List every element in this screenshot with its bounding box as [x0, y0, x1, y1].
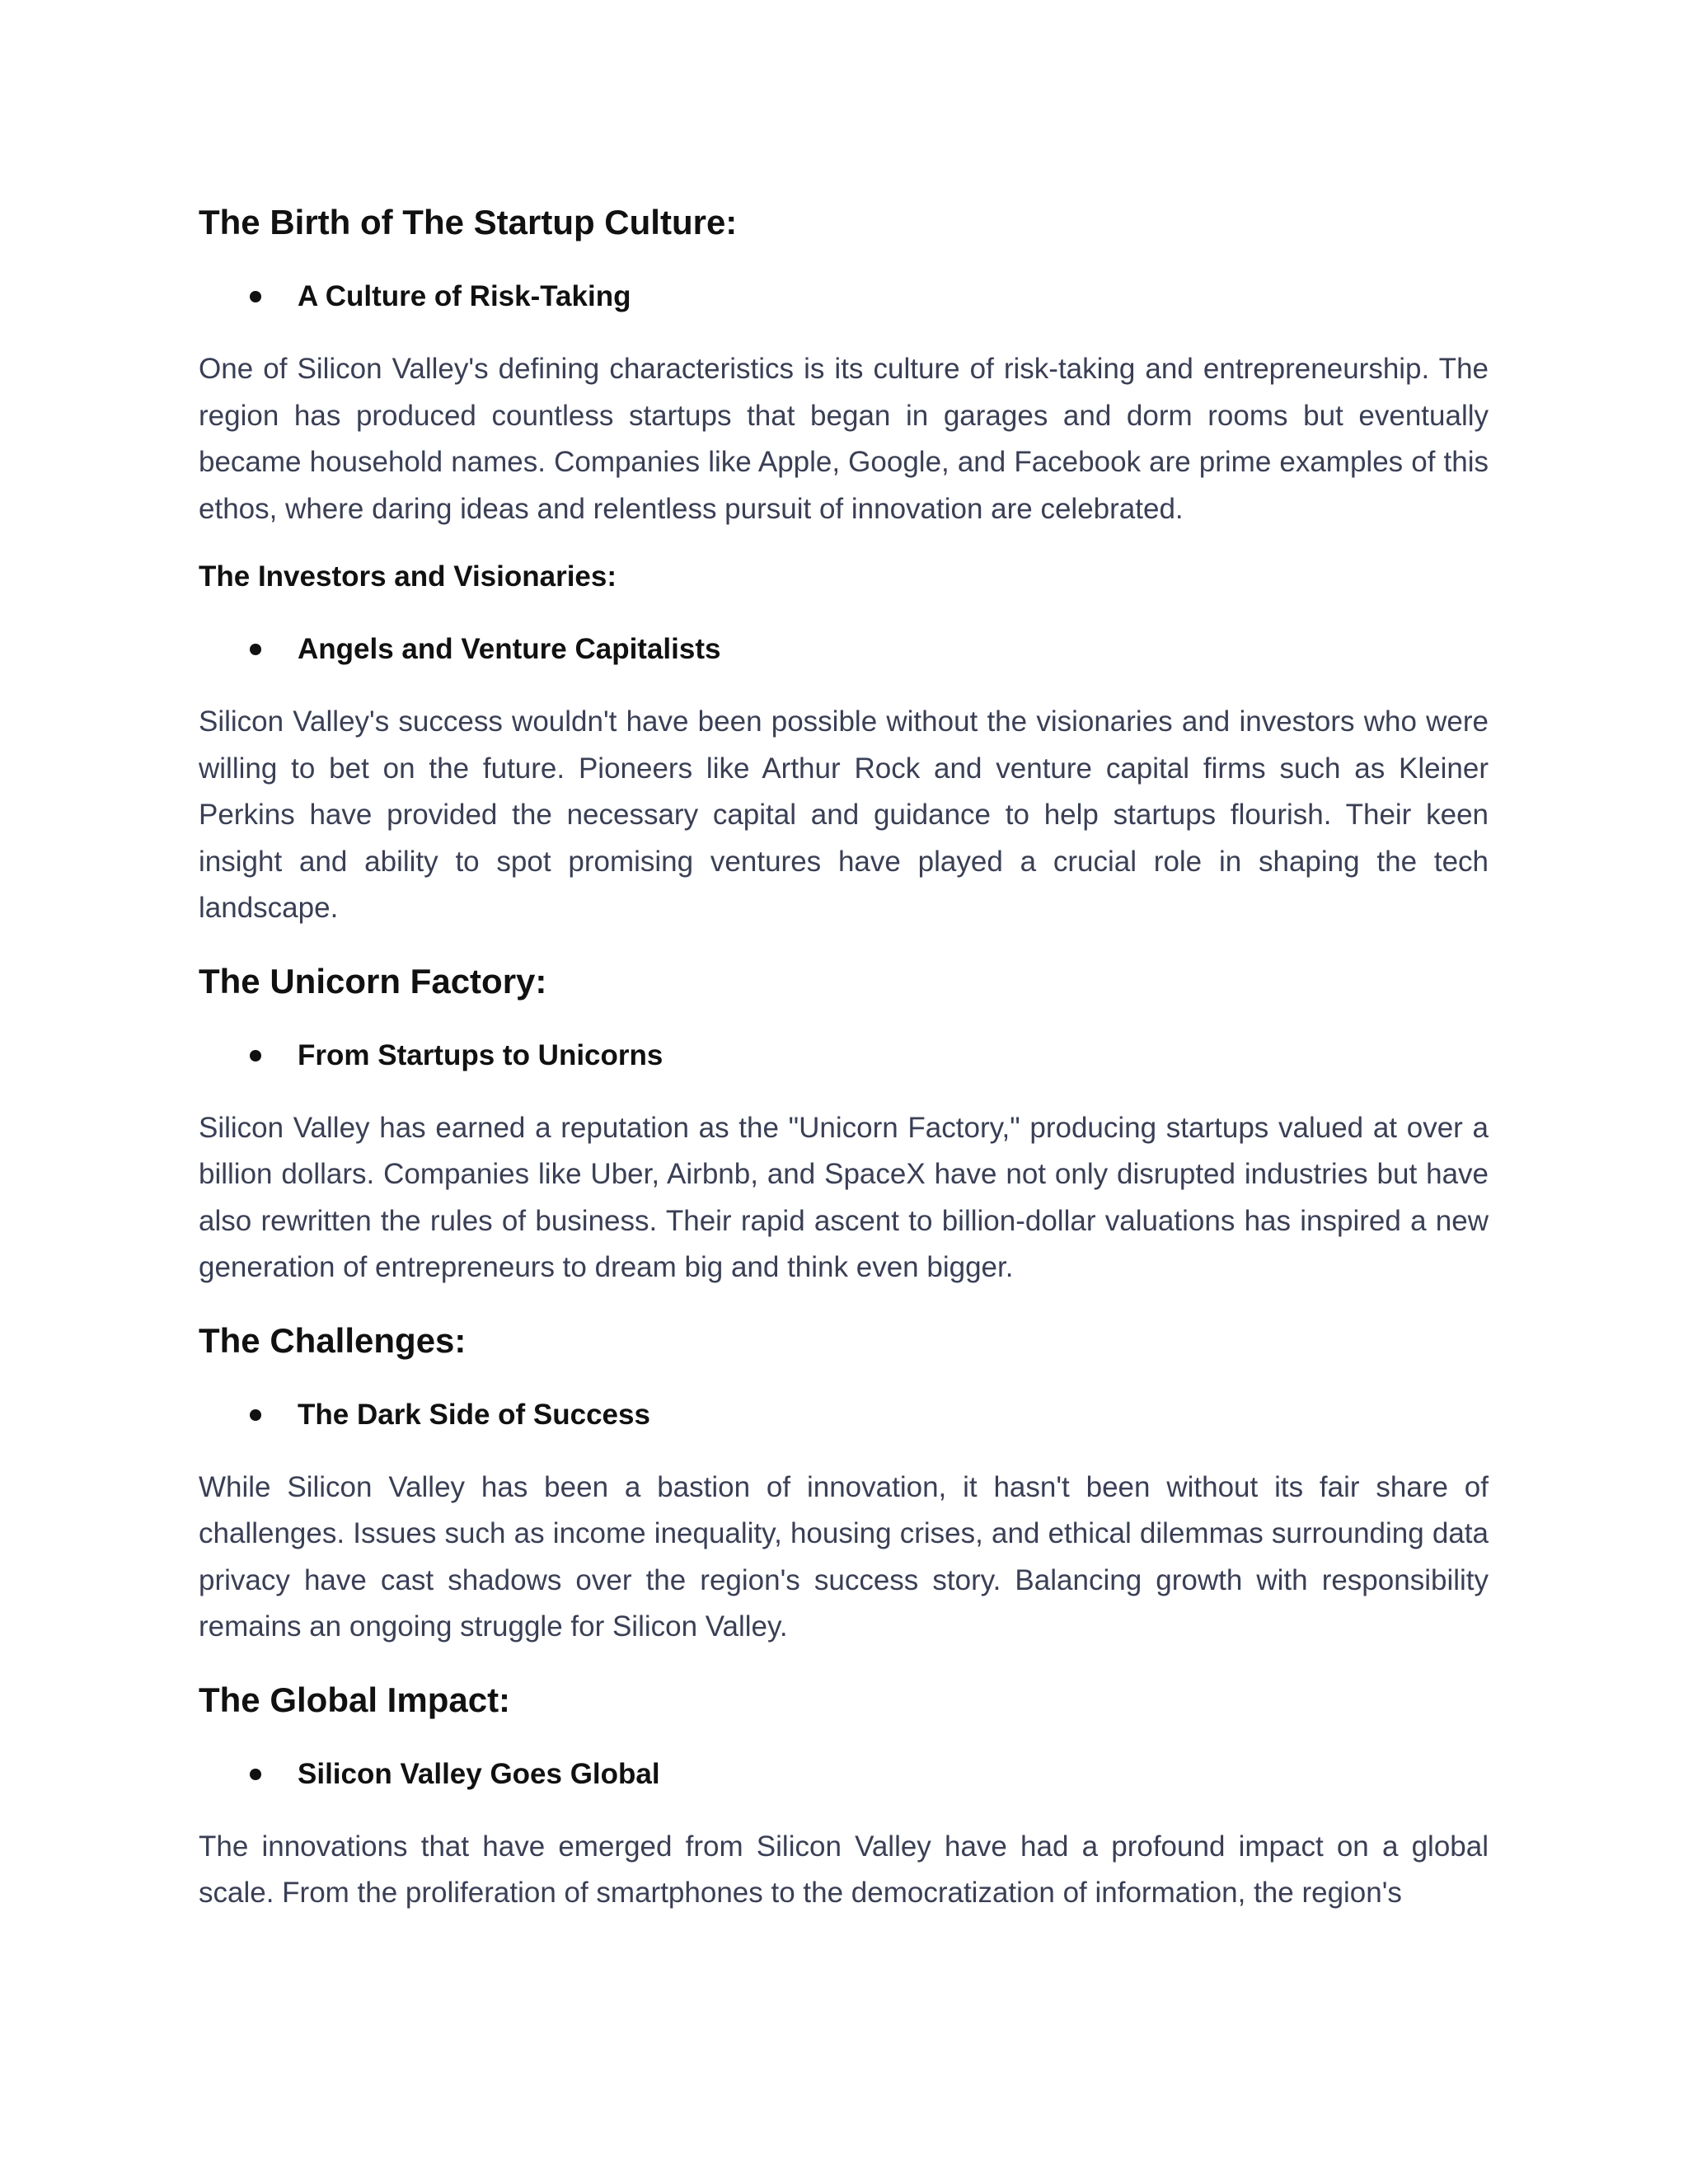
- bullet-item: [199, 274, 1489, 320]
- bullet-label: Angels and Venture Capitalists: [298, 633, 721, 665]
- bullet-item: [199, 626, 1489, 673]
- paragraph: Silicon Valley's success wouldn't have been possible without the visionaries and investors who were willing to bet on the future. Pioneers like Arthur Rock and venture capital firms such as Kleiner Perkins have provided the necessary capital and guidance to help startups flourish. Their keen insight and ability to spot promising ventures have played a crucial role in shaping the tech landscape.: [199, 705, 1489, 924]
- bullet-label: A Culture of Risk-Taking: [298, 280, 631, 312]
- paragraph: Silicon Valley has earned a reputation as the "Unicorn Factory," producing startups valued at over a billion dollars. Companies like Uber, Airbnb, and SpaceX have not only disrupted industries but have also rewritten the rules of business. Their rapid ascent to billion-dollar valuations has inspired a new generation of entrepreneurs to dream big and think even bigger.: [199, 1111, 1489, 1283]
- bullet-icon: [250, 644, 261, 655]
- bullet-item: [199, 1033, 1489, 1079]
- document-body: [199, 198, 1489, 1917]
- bullet-icon: [250, 291, 261, 302]
- bullet-item: [199, 1751, 1489, 1797]
- bullet-label: From Startups to Unicorns: [298, 1038, 663, 1071]
- bullet-label: Silicon Valley Goes Global: [298, 1757, 660, 1790]
- paragraph: While Silicon Valley has been a bastion of innovation, it hasn't been without its fair share of challenges. Issues such as income inequality, housing crises, and ethical dilemmas surrounding data privacy have cast shadows over the region's success story. Balancing growth with responsibility remains an ongoing struggle for Silicon Valley.: [199, 1470, 1489, 1643]
- paragraph: One of Silicon Valley's defining characteristics is its culture of risk-taking and entrepreneurship. The region has produced countless startups that began in garages and dorm rooms but eventually became household names. Companies like Apple, Google, and Facebook are prime examples of this ethos, where daring ideas and relentless pursuit of innovation are celebrated.: [199, 353, 1489, 525]
- bullet-icon: [250, 1769, 261, 1780]
- bullet-icon: [250, 1050, 261, 1062]
- section-heading: The Unicorn Factory:: [199, 961, 547, 1001]
- bullet-label: The Dark Side of Success: [298, 1398, 650, 1431]
- section-heading: The Investors and Visionaries:: [199, 560, 617, 593]
- bullet-item: [199, 1392, 1489, 1438]
- paragraph: The innovations that have emerged from Silicon Valley have had a profound impact on a global scale. From the proliferation of smartphones to the democratization of information, the region's: [199, 1830, 1489, 1909]
- section-heading: The Birth of The Startup Culture:: [199, 203, 738, 241]
- section-heading: The Global Impact:: [199, 1680, 511, 1719]
- bullet-icon: [250, 1409, 261, 1421]
- section-heading: The Challenges:: [199, 1320, 467, 1360]
